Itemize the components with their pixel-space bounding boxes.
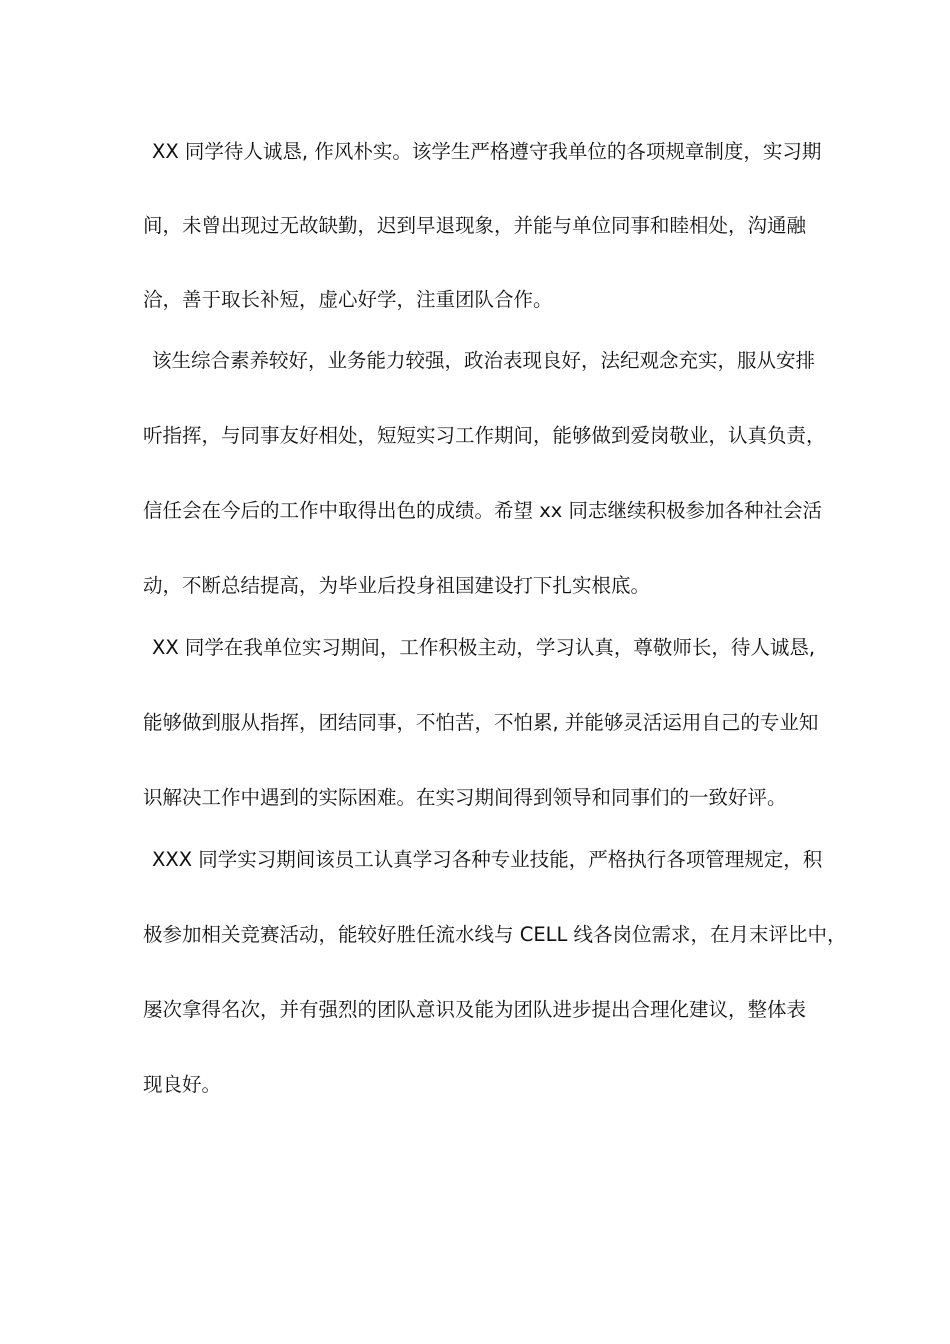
paragraph-4-line-4: 现良好。 [143,1073,222,1096]
paragraph-4-line-3: 屡次拿得名次，并有强烈的团队意识及能为团队进步提出合理化建议，整体表 [143,998,807,1021]
paragraph-1-line-3: 洽，善于取长补短，虚心好学，注重团队合作。 [143,288,553,311]
paragraph-1-line-1: XX 同学待人诚恳, 作风朴实。该学生严格遵守我单位的各项规章制度，实习期 [152,140,822,163]
paragraph-3-line-3: 识解决工作中遇到的实际困难。在实习期间得到领导和同事们的一致好评。 [143,786,787,809]
paragraph-2-line-4: 动，不断总结提高，为毕业后投身祖国建设打下扎实根底。 [143,574,651,597]
paragraph-2-line-3: 信任会在今后的工作中取得出色的成绩。希望 xx 同志继续积极参加各种社会活 [143,499,822,522]
paragraph-3-line-1: XX 同学在我单位实习期间，工作积极主动，学习认真，尊敬师长，待人诚恳, [152,636,816,659]
paragraph-4-line-1: XXX 同学实习期间该员工认真学习各种专业技能，严格执行各项管理规定，积 [152,848,823,871]
paragraph-4-line-2: 极参加相关竞赛活动，能较好胜任流水线与 CELL 线各岗位需求，在月末评比中， [143,923,847,946]
paragraph-3-line-2: 能够做到服从指挥，团结同事，不怕苦，不怕累, 并能够灵活运用自己的专业知 [143,711,819,734]
paragraph-2-line-1: 该生综合素养较好，业务能力较强，政治表现良好，法纪观念充实，服从安排 [152,349,816,372]
paragraph-2-line-2: 听指挥，与同事友好相处，短短实习工作期间，能够做到爱岗敬业，认真负责， [143,424,826,447]
paragraph-1-line-2: 间，未曾出现过无故缺勤，迟到早退现象，并能与单位同事和睦相处，沟通融 [143,214,807,237]
